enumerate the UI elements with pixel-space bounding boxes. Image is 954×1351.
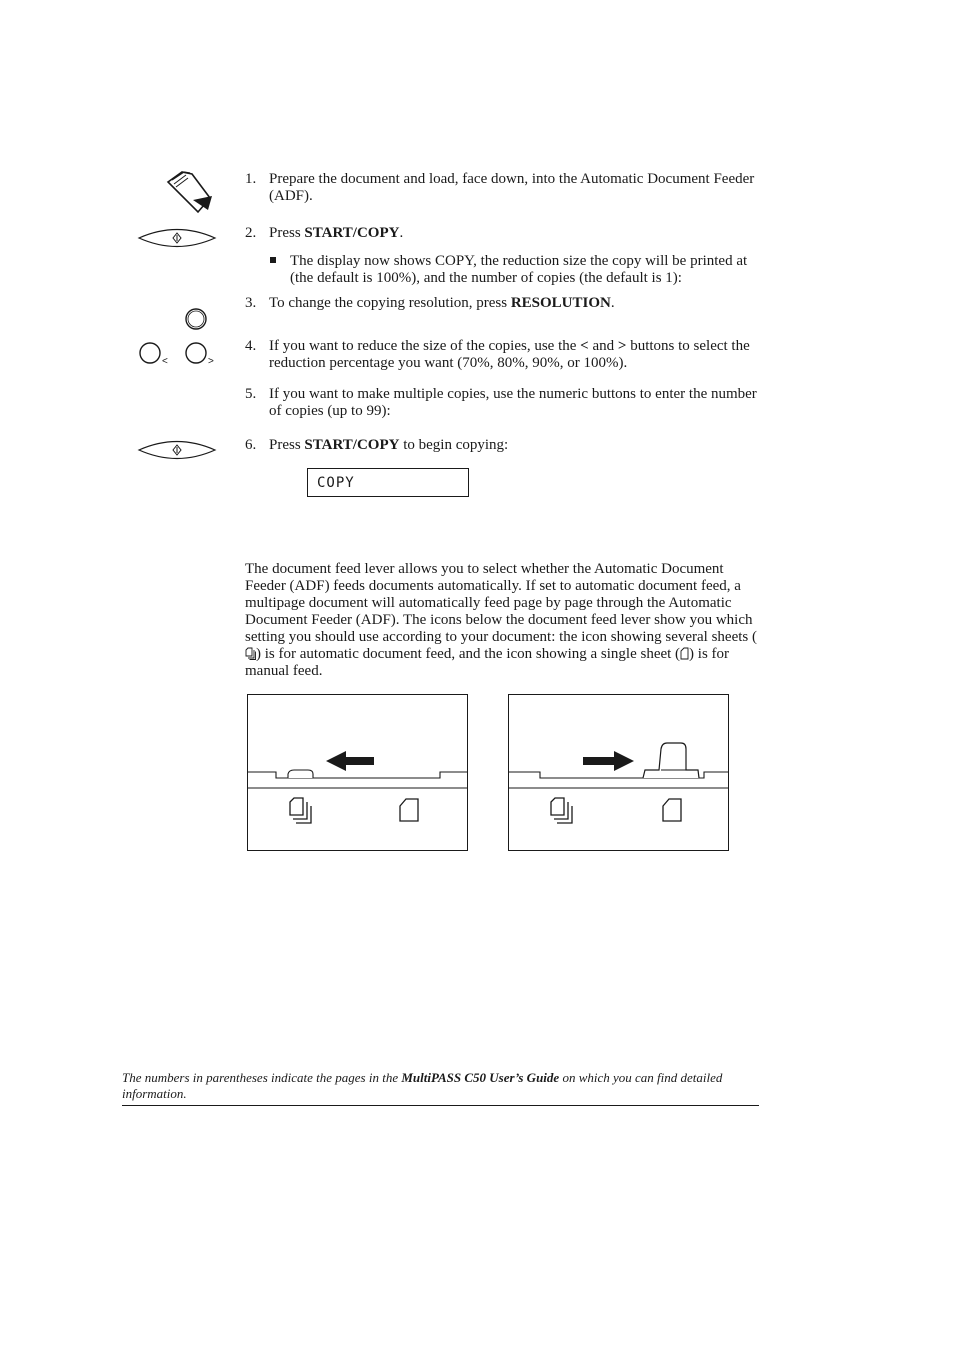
single-sheet-icon (680, 647, 689, 660)
arrow-right-icon (583, 751, 634, 771)
step-text: If you want to reduce the size of the copies, use the < and > buttons to select the reduction percentage you want (70%, 80%, 90%, or 100%). (269, 338, 750, 371)
feed-lever-icon (643, 743, 699, 778)
button-name: RESOLUTION (510, 295, 611, 311)
resolution-button-icon (184, 307, 208, 331)
step-text: Press START/COPY. (269, 225, 404, 241)
lcd-display: COPY (307, 468, 469, 497)
step-number: 1. (245, 171, 257, 187)
right-arrow-label: > (208, 356, 214, 367)
step-number: 5. (245, 386, 257, 402)
bullet-square-icon (270, 257, 276, 263)
feed-lever-icon (288, 770, 313, 778)
feed-lever-paragraph: The document feed lever allows you to select whether the Automatic Document Feeder (ADF) feeds documents automatically. If set to automatic document feed, a multipage document will automatically feed page by page through the Automatic Document Feeder (ADF). The icons below the document feed lever show you which setting you should use according to your document: the icon showing several sheets () is for automatic document feed, and the icon showing a single sheet ( ) is for manual feed. (245, 561, 757, 679)
single-sheet-icon (663, 799, 681, 821)
feed-lever-diagram-auto (247, 694, 468, 851)
start-copy-button-icon (137, 439, 217, 461)
start-copy-button-icon (137, 227, 217, 249)
arrow-left-icon (326, 751, 374, 771)
step-text: If you want to make multiple copies, use the numeric buttons to enter the number of copies (up to 99): (269, 386, 757, 419)
button-name: START/COPY (304, 225, 400, 241)
single-sheet-icon (400, 799, 418, 821)
left-arrow-label: < (162, 356, 168, 367)
step-number: 6. (245, 437, 257, 453)
feed-lever-diagram-manual (508, 694, 729, 851)
step-text: Press START/COPY to begin copying: (269, 437, 509, 453)
button-name: START/COPY (304, 437, 400, 453)
step-text: Prepare the document and load, face down, into the Automatic Document Feeder (ADF). (269, 171, 755, 204)
step-number: 4. (245, 338, 257, 354)
step-number: 2. (245, 225, 257, 241)
footnote-rule (122, 1105, 759, 1106)
footnote: The numbers in parentheses indicate the pages in the MultiPASS C50 User’s Guide on which you can find detailed information. (122, 1070, 723, 1101)
multi-sheet-icon (290, 798, 311, 823)
step-number: 3. (245, 295, 257, 311)
document-feeder-icon (160, 168, 220, 216)
step-text: To change the copying resolution, press RESOLUTION. (269, 295, 615, 311)
bullet-text: The display now shows COPY, the reduction size the copy will be printed at (the default is 100%), and the number of copies (the default is 1): (290, 253, 748, 286)
button-name: < (580, 338, 589, 354)
button-name: > (617, 338, 627, 354)
multi-sheet-icon (245, 647, 256, 660)
guide-title: MultiPASS C50 User’s Guide (401, 1070, 560, 1085)
multi-sheet-icon (551, 798, 572, 823)
